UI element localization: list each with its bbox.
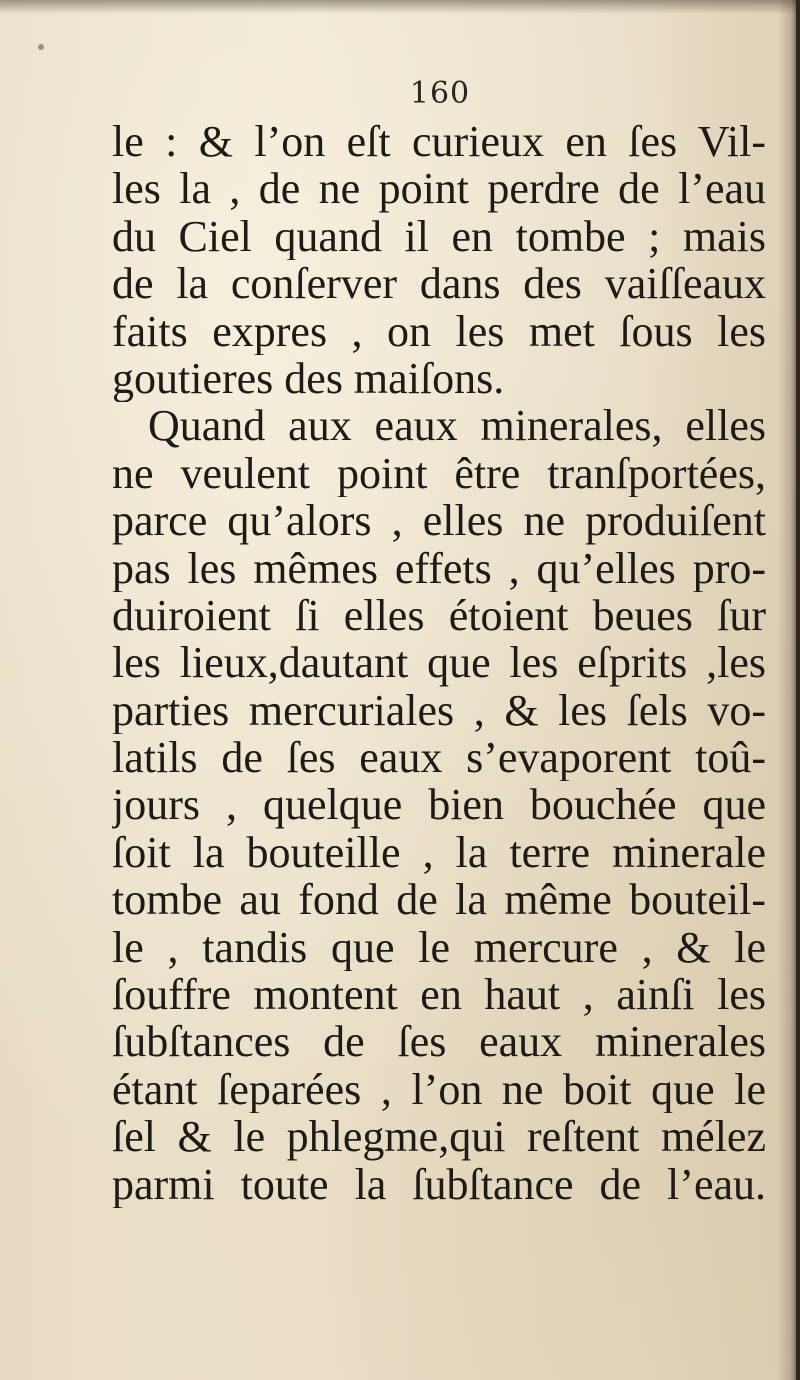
text-line: parmi toute la ſubſtance de l’eau. bbox=[112, 1160, 766, 1208]
text-line: ne veulent point être tranſportées, bbox=[112, 449, 766, 498]
text-line: ſouffre montent en haut , ainſi les bbox=[112, 971, 766, 1019]
text-line: pas les mêmes effets , qu’elles pro- bbox=[112, 544, 766, 592]
text-line: faits expres , on les met ſous les bbox=[112, 307, 766, 355]
text-line: le : & l’on eſt curieux en ſes Vil- bbox=[112, 118, 766, 166]
text-line: latils de ſes eaux s’evaporent toû- bbox=[112, 734, 766, 782]
paper-speck bbox=[38, 44, 44, 50]
text-line-paragraph-start: Quand aux eaux minerales, elles bbox=[148, 402, 766, 450]
text-line: les lieux,dautant que les eſprits ,les bbox=[112, 639, 766, 687]
page-top-shadow bbox=[0, 0, 800, 14]
page-number: 160 bbox=[409, 76, 471, 111]
text-line: le , tandis que le mercure , & le bbox=[112, 923, 766, 972]
text-line: duiroient ſi elles étoient beues ſur bbox=[112, 591, 766, 640]
text-line: parties mercuriales , & les ſels vo- bbox=[112, 686, 766, 735]
text-line: du Ciel quand il en tombe ; mais bbox=[112, 212, 766, 261]
text-line: ſel & le phlegme,qui reſtent mélez bbox=[112, 1113, 766, 1161]
text-line: étant ſeparées , l’on ne boit que le bbox=[112, 1065, 766, 1114]
text-line: jours , quelque bien bouchée que bbox=[112, 781, 766, 829]
text-line-paragraph-end: goutieres des maiſons. bbox=[112, 354, 505, 403]
text-line: ſoit la bouteille , la terre minerale bbox=[112, 828, 766, 877]
text-line: parce qu’alors , elles ne produiſent bbox=[112, 497, 766, 545]
body-text bbox=[112, 118, 766, 1208]
text-line: ſubſtances de ſes eaux minerales bbox=[112, 1018, 766, 1066]
text-line: tombe au fond de la même bouteil- bbox=[112, 876, 766, 924]
text-line: de la conſerver dans des vaiſſeaux bbox=[112, 260, 766, 308]
text-line: les la , de ne point perdre de l’eau bbox=[112, 165, 766, 213]
book-spine-edge bbox=[796, 0, 800, 1380]
